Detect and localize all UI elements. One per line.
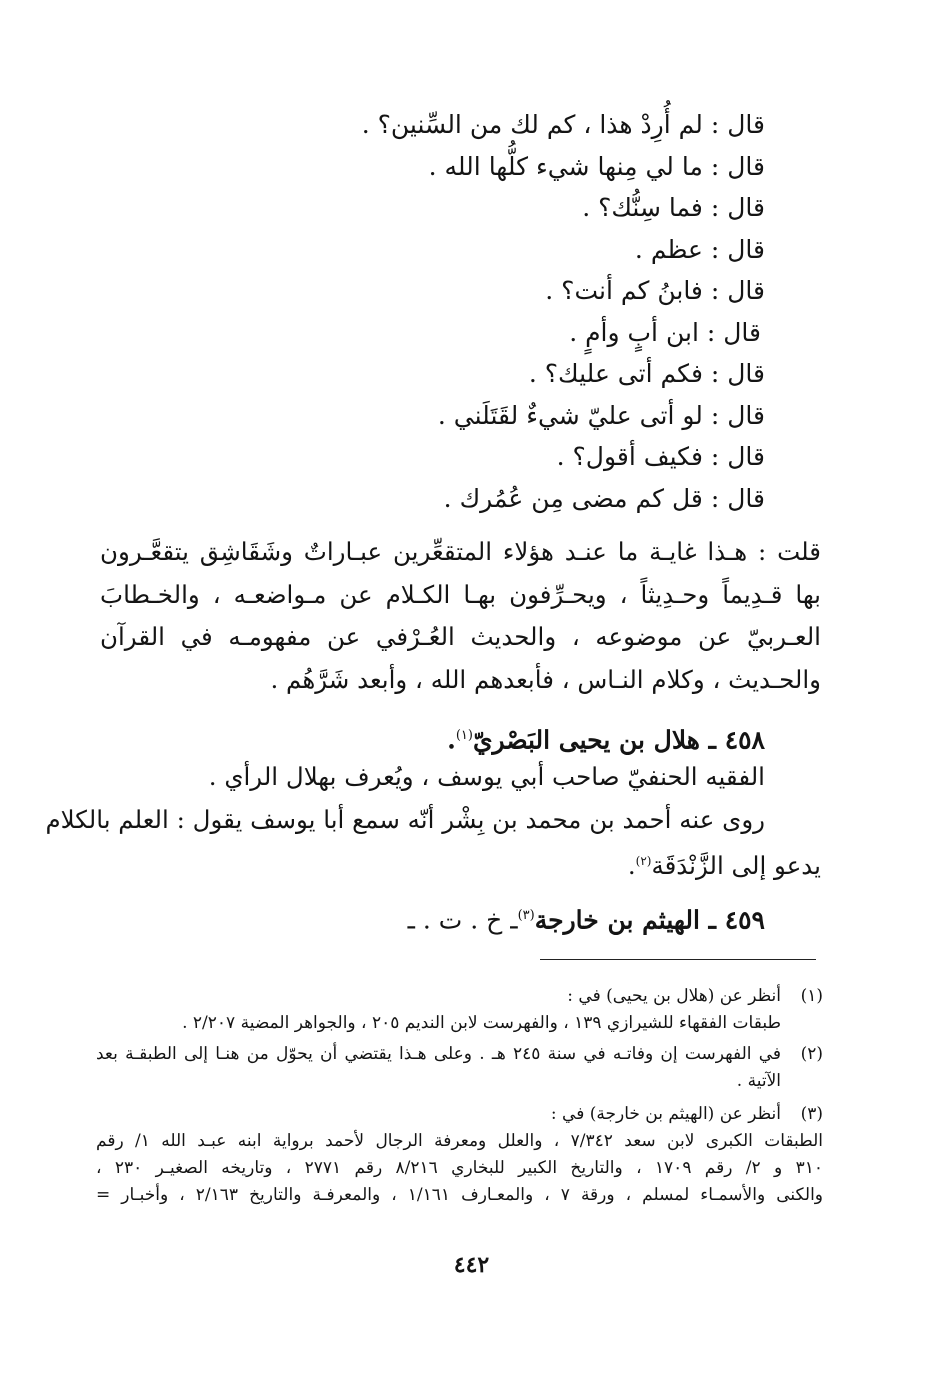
entry-number: ٤٥٨ ـ (708, 725, 765, 755)
entry-458-line: الفقيه الحنفيّ صاحب أبي يوسف ، ويُعرف بهلال الرأي . (208, 762, 765, 791)
dialogue-text: فكم أتى عليك؟ . (528, 359, 703, 388)
dialogue-text: قل كم مضى مِن عُمُرك . (443, 483, 703, 513)
footnote-line: طبقات الفقهاء للشيرازي ١٣٩ ، والفهرست لابن النديم ٢٠٥ ، والجواهر المضية ٢/٢٠٧ . (182, 1013, 781, 1033)
dialogue-line (205, 104, 765, 146)
dialogue-text: فما سِنُّك؟ . (582, 193, 703, 222)
footnote-divider (540, 959, 816, 960)
speaker-label: قال : (710, 110, 765, 139)
footnote-line: أنظر عن (الهيثم بن خارجة) في : (550, 1104, 781, 1124)
footnote-line: أنظر عن (هلال بن يحيى) في : (567, 986, 781, 1006)
footnote-3 (96, 1101, 823, 1209)
footnote-1 (96, 983, 823, 1037)
entry-name: الهيثم بن خارجة (534, 905, 700, 935)
dialogue-text: ابن أبٍ وأمٍ . (569, 317, 699, 347)
dialogue-text: لم أُرِدْ هذا ، كم لك من السِّنين؟ . (361, 110, 703, 139)
entry-458-line: روى عنه أحمد بن محمد بن بِشْر أنّه سمع أبا يوسف يقول : العلم بالكلام (45, 805, 765, 834)
commentary-paragraph (100, 531, 821, 701)
speaker-label: قال : (706, 317, 761, 347)
dialogue-line (205, 478, 765, 520)
footnote-ref: (١) (455, 728, 473, 743)
footnote-number: (٣) (800, 1104, 823, 1124)
speaker-label: قال : (710, 276, 765, 305)
dialogue-text: لو أتى عليّ شيءٌ لقَتَلَني . (437, 400, 703, 430)
speaker-label: قال : (710, 234, 765, 264)
footnote-line: في الفهرست إن وفاتـه في سنة ٢٤٥ هـ . وعلى هـذا يقتضي أن يحوّل من هنـا إلى الطبقـة بعد (96, 1044, 781, 1064)
footnote-line: الآتية . (736, 1071, 781, 1091)
entry-number: ٤٥٩ ـ (708, 905, 765, 935)
dialogue-text: فابنُ كم أنت؟ . (545, 276, 703, 305)
dialogue-text: ما لي مِنها شيء كلُّها الله . (428, 151, 703, 181)
line-end: . (627, 851, 636, 881)
heading-end: . (447, 725, 456, 755)
speaker-label: قال : (710, 483, 765, 513)
paragraph-text: هـذا غايـة ما عنـد هؤلاء المتقعِّرين عبـاراتٌ وشَقَاشِق يتقعَّـرون بها قـدِيماً وحـدِيثاً ، ويحـرِّفون بهـا الكـلام عن مـواضعـه ، والخـطابَ العـربيّ عن موضوعه ، والحديث العُـرْفي عن مفهومـه في القرآن والحـديث ، وكلام النـاس ، فأبعدهم الله ، وأبعد شَرَّهُم . (100, 537, 821, 694)
dialogue-line (205, 395, 765, 437)
footnote-2 (96, 1041, 823, 1095)
footnote-line: الطبقات الكبرى لابن سعد ٧/٣٤٢ ، والعلل ومعرفة الرجال لأحمد برواية ابنه عبـد الله ١/ رقم (96, 1131, 823, 1151)
entry-458-heading (447, 716, 765, 760)
entry-459-heading (408, 896, 765, 940)
footnote-line: ٣١٠ و ٢/ رقم ١٧٠٩ ، والتاريخ الكبير للبخاري ٨/٢١٦ رقم ٢٧٧١ ، وتاريخه الصغيـر ٢٣٠ ، (96, 1158, 824, 1178)
entry-name: هلال بن يحيى البَصْريّ (472, 725, 700, 755)
footnote-number: (٢) (800, 1044, 823, 1064)
dialogue-text: فكيف أقول؟ . (556, 442, 703, 471)
entry-458-line-text: يدعو إلى الزَّنْدَقَة (651, 851, 821, 881)
speaker-label: قال : (710, 359, 765, 388)
footnote-line: والكنى والأسمـاء لمسلم ، ورقة ٧ ، والمعـارف ١/١٦١ ، والمعرفـة والتاريخ ٢/١٦٣ ، وأخبـار = (96, 1185, 823, 1205)
dialogue-line (205, 312, 765, 354)
footnote-number: (١) (800, 986, 823, 1006)
entry-sigla: ـ خ . ت . ـ (407, 905, 518, 935)
entry-458-line-end (628, 840, 821, 887)
footnote-ref: (٢) (635, 854, 652, 868)
dialogue-line (205, 436, 765, 478)
dialogue-line (205, 146, 765, 188)
paragraph-label: قلت : (758, 537, 821, 566)
dialogue-block (205, 104, 765, 519)
page-number: ٤٤٢ (453, 1252, 490, 1278)
speaker-label: قال : (710, 193, 765, 222)
dialogue-line (205, 187, 765, 229)
speaker-label: قال : (710, 442, 765, 471)
dialogue-line (205, 229, 765, 271)
dialogue-line (205, 353, 765, 395)
footnote-ref: (٣) (517, 908, 535, 923)
dialogue-text: عظم . (634, 234, 703, 264)
speaker-label: قال : (710, 400, 765, 430)
speaker-label: قال : (710, 151, 765, 181)
dialogue-line (205, 270, 765, 312)
